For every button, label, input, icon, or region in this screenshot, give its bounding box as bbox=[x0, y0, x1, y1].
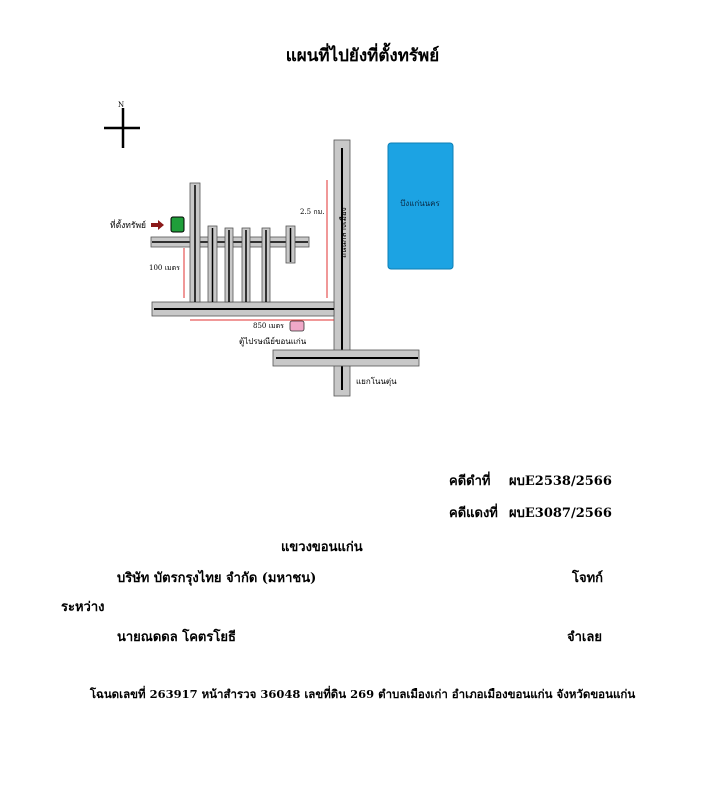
plaintiff-name: บริษัท บัตรกรุงไทย จำกัด (มหาชน) bbox=[117, 571, 317, 586]
distance-main: 2.5 กม. bbox=[300, 208, 325, 216]
main-road-label: ถนนกลางเมือง bbox=[339, 207, 348, 258]
junction-label: แยกโนนตุ่น bbox=[356, 377, 397, 386]
page-title: แผนที่ไปยังที่ตั้งทรัพย์ bbox=[285, 46, 440, 66]
black-case-value: ผบE2538/2566 bbox=[509, 474, 612, 489]
property-marker-icon bbox=[171, 217, 184, 232]
black-case-label: คดีดำที่ bbox=[449, 474, 491, 489]
between-label: ระหว่าง bbox=[61, 600, 105, 615]
distance-bottom: 850 เมตร bbox=[253, 322, 284, 330]
red-case-value: ผบE3087/2566 bbox=[509, 506, 612, 521]
plaintiff-role: โจทก์ bbox=[572, 571, 604, 586]
defendant-role: จำเลย bbox=[567, 630, 602, 645]
deed-info: โฉนดเลขที่ 263917 หน้าสำรวจ 36048 เลขที่ดิน 269 ตำบลเมืองเก่า อำเภอเมืองขอนแก่น จังหวัดขอนแก่น bbox=[89, 687, 636, 701]
north-label: N bbox=[117, 101, 125, 109]
defendant-name: นายณดดล โคตรโยธี bbox=[117, 630, 236, 645]
red-case-label: คดีแดงที่ bbox=[449, 506, 498, 521]
court-name: แขวงขอนแก่น bbox=[281, 540, 363, 555]
lake-label: บึงแก่นนคร bbox=[400, 199, 440, 208]
postbox-marker-icon bbox=[290, 321, 304, 331]
distance-side: 100 เมตร bbox=[149, 264, 180, 272]
arrow-right-icon bbox=[151, 220, 164, 230]
postbox-label: ตู้ไปรษณีย์ขอนแก่น bbox=[239, 337, 307, 346]
property-label: ที่ตั้งทรัพย์ bbox=[110, 221, 147, 231]
distance-guides bbox=[184, 180, 334, 320]
north-arrow-icon bbox=[104, 108, 140, 148]
